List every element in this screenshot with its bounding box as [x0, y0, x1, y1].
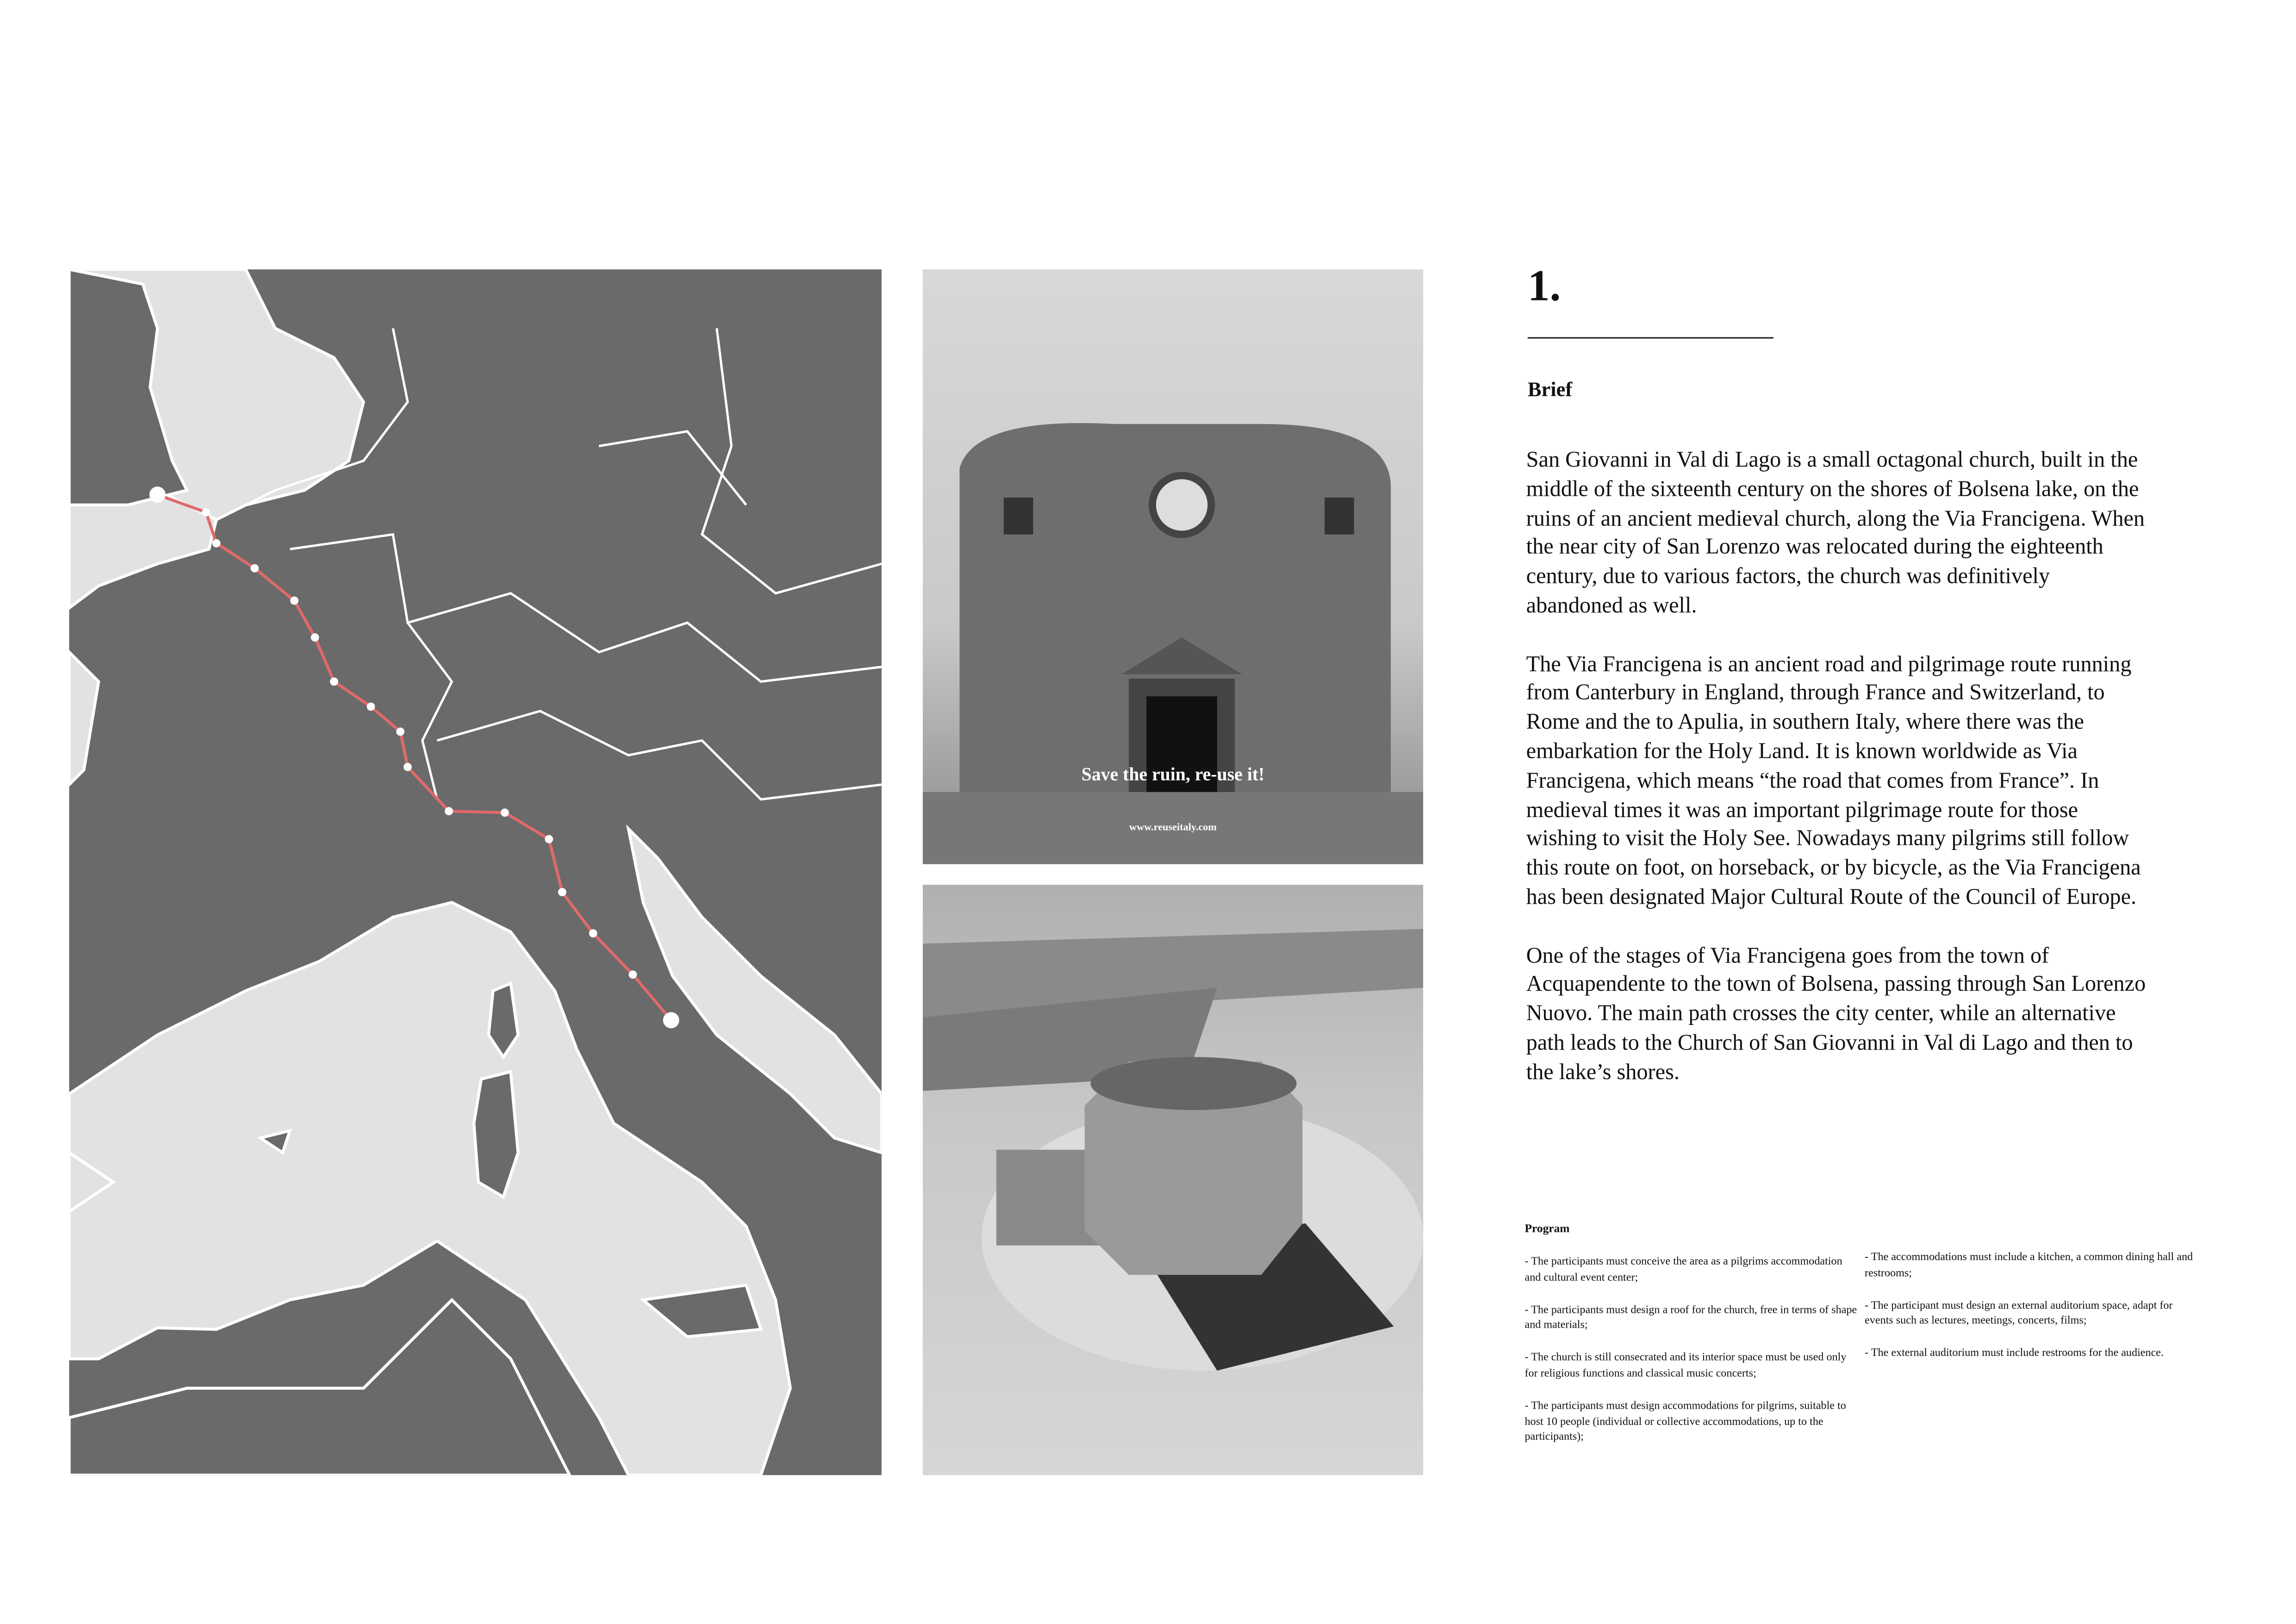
route-stop-dot — [404, 763, 412, 771]
church-aerial-graphic — [923, 885, 1423, 1475]
route-stop-dot — [545, 835, 553, 843]
program-right-column — [1865, 1250, 2200, 1378]
border — [408, 593, 882, 682]
route-stop-dot — [628, 970, 637, 979]
via-francigena-map — [69, 269, 881, 1475]
church-front-photo — [923, 269, 1423, 864]
program-item: - The participants must design accommodations for pilgrims, suitable to host 10 people (individual or collective accommodations, up to the participants); — [1524, 1398, 1846, 1443]
program-heading: Program — [1524, 1222, 1570, 1236]
adriatic — [628, 829, 882, 1153]
route-stop-dot — [212, 539, 221, 548]
section-number: 1. — [1527, 262, 1561, 311]
brief-heading: Brief — [1527, 380, 1573, 402]
border — [437, 711, 881, 800]
route-stop-dot — [330, 677, 338, 686]
route-stop-dot — [367, 702, 375, 711]
europe-map-graphic — [69, 269, 881, 1475]
atlantic — [69, 652, 99, 785]
program-item: - The participant must design an external auditorium space, adapt for events such as lectures, meetings, concerts, films; — [1865, 1298, 2173, 1327]
program-item: - The church is still consecrated and its interior space must be used only for religious functions and classical music concerts; — [1524, 1350, 1847, 1380]
route-stop-dot — [558, 888, 566, 896]
brief-paragraph: One of the stages of Via Francigena goes from the town of Acquapendente to the town of Bolsena, passing through San Lorenzo Nuovo. The main path crosses the city center, while an alternative path leads to the Church of San Giovanni in Val di Lago and then to the lake’s shores. — [1526, 943, 2146, 1085]
route-stop-dot — [445, 807, 453, 815]
brief-text — [1526, 446, 2152, 1117]
route-stop-dot — [501, 808, 509, 817]
route-stop-dot — [290, 597, 299, 605]
program-item: - The participants must design a roof for the church, free in terms of shape and materials; — [1524, 1302, 1857, 1331]
slogan: Save the ruin, re-use it! — [1081, 764, 1265, 785]
divider — [1528, 337, 1773, 338]
website-link[interactable]: www.reuseitaly.com — [1129, 821, 1217, 833]
program-item: - The external auditorium must include restrooms for the audience. — [1865, 1346, 2164, 1359]
church-aerial-photo — [923, 885, 1423, 1475]
route-end-dot — [663, 1012, 679, 1028]
brief-paragraph: San Giovanni in Val di Lago is a small octagonal church, built in the middle of the sixteenth century on the shores of Bolsena lake, on the ruins of an ancient medieval church, along the Via Francigena. When the near city of San Lorenzo was relocated during the eighteenth century, due to various factors, the church was definitively abandoned as well. — [1526, 447, 2145, 618]
program-item: - The participants must conceive the area as a pilgrims accommodation and cultural event center; — [1524, 1254, 1842, 1284]
program-left-column — [1524, 1254, 1860, 1462]
route-stop-dot — [250, 564, 259, 573]
route-stop-dot — [589, 929, 597, 937]
border — [290, 534, 452, 799]
route-stop-dot — [396, 728, 404, 736]
brief-paragraph: The Via Francigena is an ancient road and pilgrimage route running from Canterbury in England, through France and Switzerland, to Rome and the to Apulia, in southern Italy, where there was the embarkation for the Holy Land. It is known worldwide as Via Francigena, which means “the road that comes from France”. In medieval times it was an important pilgrimage route for those wishing to visit the Holy See. Nowadays many pilgrims still follow this route on foot, on horseback, or by bicycle, as the Via Francigena has been designated Major Cultural Route of the Council of Europe. — [1526, 651, 2141, 910]
route-stop-dot — [202, 508, 210, 517]
border — [702, 328, 882, 593]
route-stop-dot — [311, 633, 319, 642]
route-start-dot — [149, 487, 166, 503]
program-item: - The accommodations must include a kitchen, a common dining hall and restrooms; — [1865, 1249, 2193, 1279]
